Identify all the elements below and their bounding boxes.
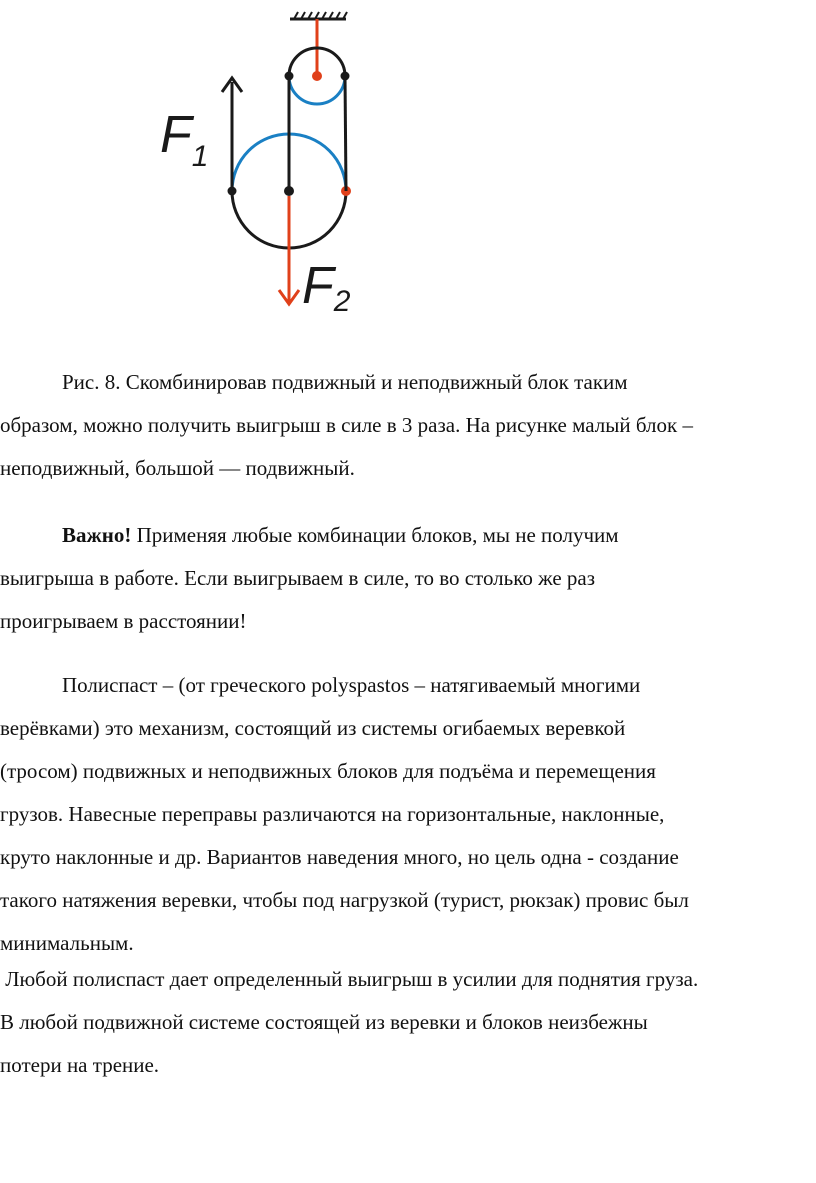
force-f1-label: $F_1$ bbox=[160, 106, 209, 173]
paragraph-line: В любой подвижной системе состоящей из веревки и блоков неизбежны bbox=[0, 1010, 648, 1034]
paragraph-line: потери на трение. bbox=[0, 1053, 160, 1077]
important-note bbox=[0, 514, 816, 643]
important-line bbox=[0, 514, 816, 557]
force-f2-arrow bbox=[279, 196, 299, 304]
force-f2-label: F2 bbox=[302, 257, 351, 318]
friction-paragraph bbox=[0, 958, 816, 1087]
paragraph-line: Любой полиспаст дает определенный выигрыш в усилии для поднятия груза. bbox=[0, 967, 699, 991]
paragraph-line: грузов. Навесные переправы различаются на горизонтальные, наклонные, bbox=[0, 802, 665, 826]
caption-line: Рис. 8. Скомбинировав подвижный и неподвижный блок таким bbox=[62, 370, 628, 394]
caption-line: образом, можно получить выигрыш в силе в 3 раза. На рисунке малый блок – bbox=[0, 413, 693, 437]
paragraph-line: минимальным. bbox=[0, 931, 134, 955]
paragraph-line: круто наклонные и др. Вариантов наведения много, но цель одна - создание bbox=[0, 845, 679, 869]
caption-line: неподвижный, большой — подвижный. bbox=[0, 456, 355, 480]
paragraph-line: верёвками) это механизм, состоящий из системы огибаемых веревкой bbox=[0, 716, 626, 740]
important-line-rest: Применяя любые комбинации блоков, мы не получим bbox=[131, 523, 619, 547]
fixed-block-axle bbox=[312, 71, 322, 81]
paragraph-line: (тросом) подвижных и неподвижных блоков для подъёма и перемещения bbox=[0, 759, 656, 783]
paragraph-line: Полиспаст – (от греческого polyspastos – натягиваемый многими bbox=[62, 673, 641, 697]
force-f1-subscript: 1 bbox=[191, 140, 209, 173]
important-label: Важно! bbox=[62, 523, 132, 547]
polyspast-paragraph bbox=[0, 664, 816, 965]
important-line: выигрыша в работе. Если выигрываем в силе, то во столько же раз bbox=[0, 566, 596, 590]
rope bbox=[232, 76, 346, 191]
force-f2-subscript: 2 bbox=[333, 285, 351, 318]
paragraph-line: такого натяжения веревки, чтобы под нагрузкой (турист, рюкзак) провис был bbox=[0, 888, 689, 912]
figure-caption bbox=[0, 361, 816, 490]
pulley-diagram bbox=[0, 0, 816, 330]
important-line: проигрываем в расстоянии! bbox=[0, 609, 247, 633]
ceiling-mount bbox=[290, 12, 347, 19]
